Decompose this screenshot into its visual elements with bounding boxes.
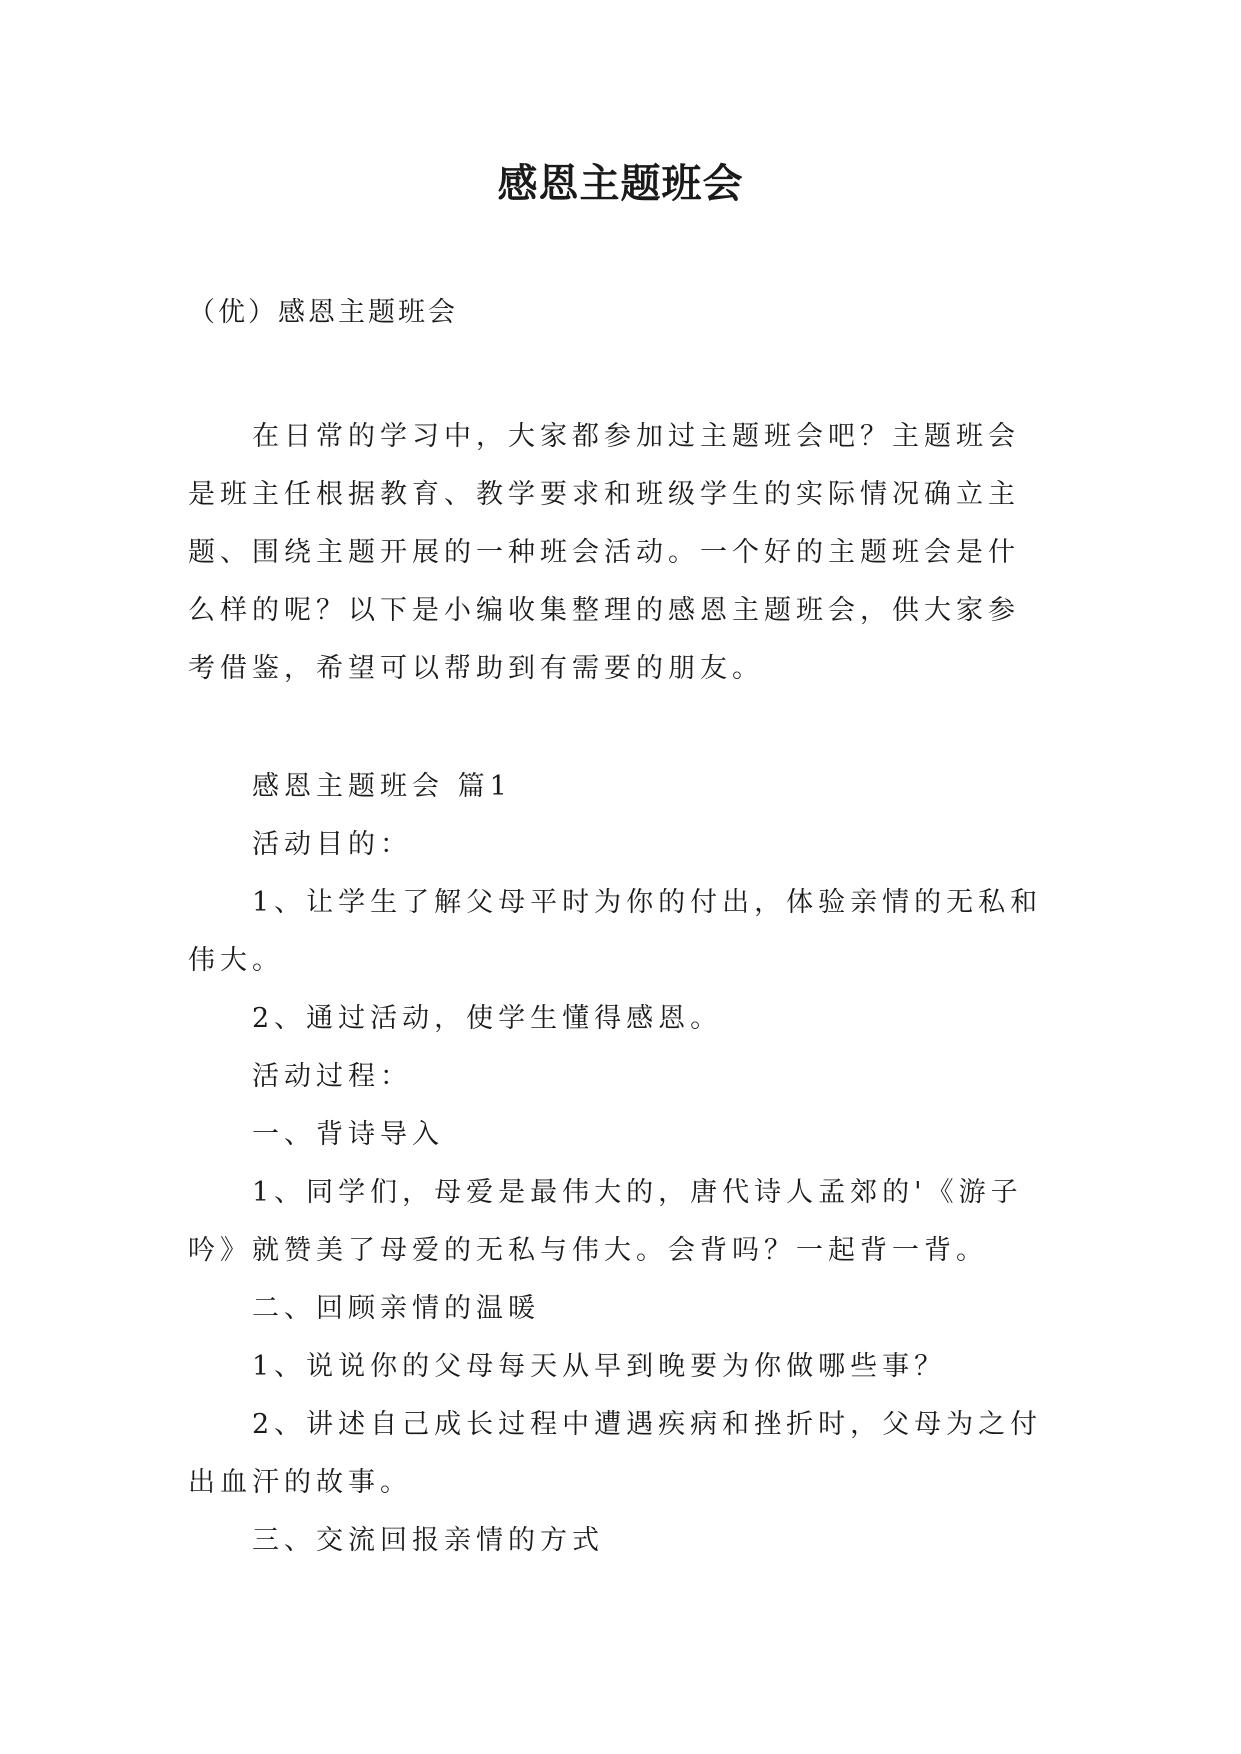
paragraph: 活动目的： — [252, 829, 412, 860]
content-section — [188, 758, 1050, 1570]
document-subtitle: （优）感恩主题班会 — [188, 297, 458, 328]
intro-paragraph: 在日常的学习中，大家都参加过主题班会吧？主题班会是班主任根据教育、教学要求和班级学生的实际情况确立主题、围绕主题开展的一种班会活动。一个好的主题班会是什么样的呢？以下是小编收集整理的感恩主题班会，供大家参考借鉴，希望可以帮助到有需要的朋友。 — [188, 421, 1020, 684]
intro-section — [188, 408, 1050, 698]
paragraph: 2、通过活动，使学生懂得感恩。 — [252, 1003, 723, 1034]
paragraph: 三、交流回报亲情的方式 — [252, 1525, 604, 1556]
paragraph: 一、背诗导入 — [252, 1119, 444, 1150]
paragraph: 1、让学生了解父母平时为你的付出，体验亲情的无私和伟大。 — [188, 887, 1043, 976]
section-heading: 感恩主题班会 篇1 — [252, 771, 512, 802]
paragraph: 1、同学们，母爱是最伟大的，唐代诗人孟郊的'《游子吟》就赞美了母爱的无私与伟大。会背吗？一起背一背。 — [188, 1177, 1023, 1266]
paragraph: 1、说说你的父母每天从早到晚要为你做哪些事？ — [252, 1351, 947, 1382]
document-title: 感恩主题班会 — [497, 161, 744, 207]
paragraph: 2、讲述自己成长过程中遭遇疾病和挫折时，父母为之付出血汗的故事。 — [188, 1409, 1043, 1498]
paragraph: 二、回顾亲情的温暖 — [252, 1293, 540, 1324]
paragraph: 活动过程： — [252, 1061, 412, 1092]
